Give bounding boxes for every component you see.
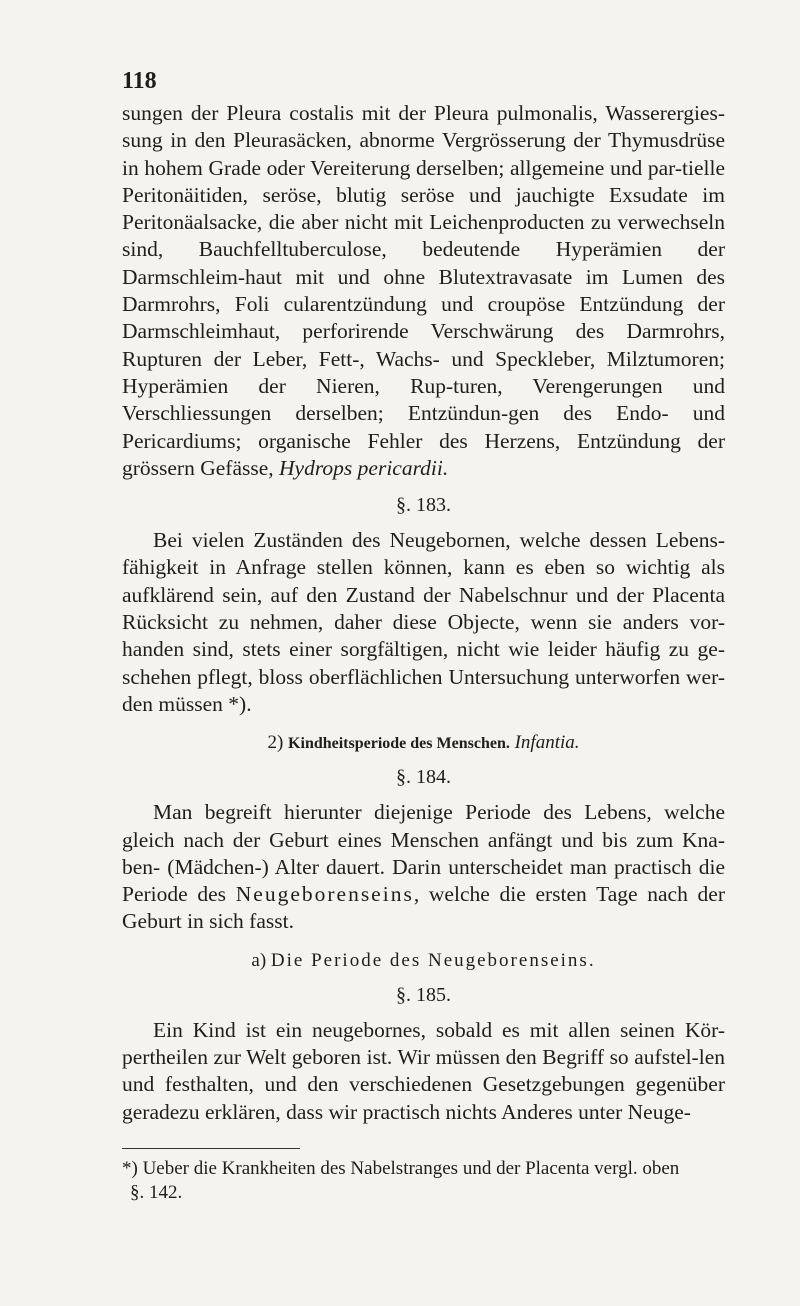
paragraph-184 [122, 799, 725, 935]
chapter-heading-infantia [122, 732, 725, 754]
page-number: 118 [122, 68, 157, 94]
subsection-title: Die Periode des Neugeborenseins. [270, 949, 596, 971]
page-body [122, 100, 725, 1205]
chapter-title: Kindheitsperiode des Menschen. [288, 735, 510, 753]
paragraph-continuation-text: sungen der Pleura costalis mit der Pleura pulmonalis, Wasserergies-sung in den Pleurasäcken, abnorme Vergrösserung der Thymusdrüse in hohem Grade oder Vereiterung derselben; allgemeine und par-tielle Peritonäitiden, seröse, blutig seröse und jauchigte Exsudate im Peritonäalsacke, die aber nicht mit Leichenproducten zu verwechseln sind, Bauchfelltuberculose, bedeutende Hyperämien der Darmschleim-haut mit und ohne Blutextravasate im Lumen des Darmrohrs, Foli cularentzündung und croupöse Entzündung der Darmschleimhaut, perforirende Verschwärung des Darmrohrs, Rupturen der Leber, Fett-, Wachs- und Speckleber, Milztumoren; Hyperämien der Nieren, Rup-turen, Verengerungen und Verschliessungen derselben; Entzündun-gen des Endo- und Pericardiums; organische Fehler des Herzens, Entzündung der grössern Gefässe, [122, 101, 725, 480]
chapter-number: 2) [267, 732, 284, 754]
footnote-divider [122, 1148, 300, 1149]
footnote-line-2: §. 142. [130, 1181, 183, 1203]
neugeborenseins-term: Neugeborenseins [235, 882, 414, 907]
section-185-heading: §. 185. [396, 983, 451, 1006]
subsection-label: a) [251, 949, 267, 971]
paragraph-185: Ein Kind ist ein neugebornes, sobald es mit allen seinen Kör-pertheilen zur Welt geboren ist. Wir müssen den Begriff so aufstel-len und festhalten, und den verschiedenen Gesetzgebungen gegenüber geradezu erklären, dass wir practisch nichts Anderes unter Neuge- [122, 1017, 725, 1124]
section-183-heading: §. 183. [396, 494, 451, 517]
paragraph-183: Bei vielen Zuständen des Neugebornen, welche dessen Lebens-fähigkeit in Anfrage stellen können, kann es eben so wichtig als aufklärend sein, auf den Zustand der Nabelschnur und der Placenta Rücksicht zu nehmen, daher diese Objecte, wenn sie anders vor-handen sind, stets einer sorgfältigen, nicht wie leider häufig zu ge-schehen pflegt, bloss oberflächlichen Untersuchung unterworfen wer-den müssen *). [122, 528, 725, 716]
footnote [122, 1157, 725, 1205]
footnote-line-1: *) Ueber die Krankheiten des Nabelstranges und der Placenta vergl. oben [122, 1157, 680, 1179]
subsection-heading-a [122, 950, 725, 972]
chapter-latin-title: Infantia. [514, 732, 580, 754]
section-184-heading: §. 184. [396, 766, 451, 789]
paragraph-continuation [122, 100, 725, 482]
hydrops-term: Hydrops pericardii. [279, 455, 449, 480]
paragraph-184-after: , welche die ersten Tage nach der Geburt in sich fasst. [122, 882, 725, 934]
paragraph-184-before: Man begreift hierunter diejenige Periode des Lebens, welche gleich nach der Geburt eines Menschen anfängt und bis zum Kna-ben- (Mädchen-) Alter dauert. Darin unterscheidet man practisch die Periode des [122, 800, 725, 907]
